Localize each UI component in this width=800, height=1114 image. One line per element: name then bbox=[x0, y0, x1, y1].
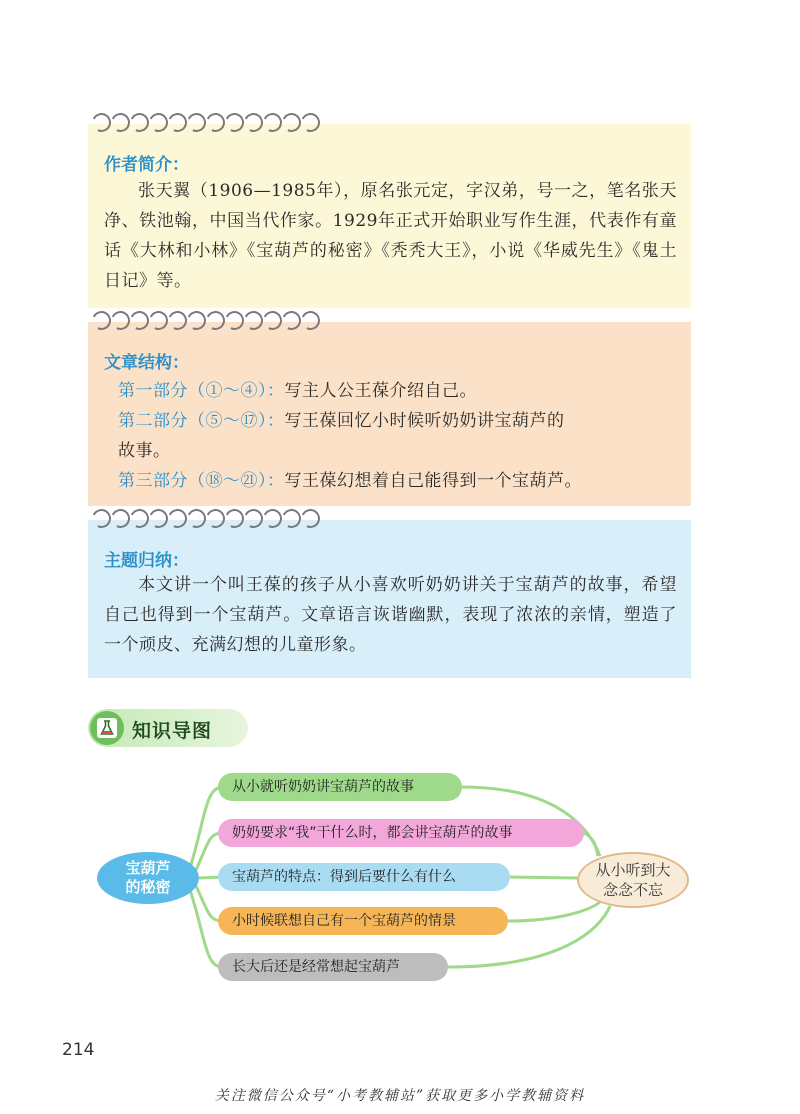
spiral-binding bbox=[92, 311, 320, 333]
mind-map-center-node: 宝葫芦 的秘密 bbox=[97, 852, 199, 904]
author-intro-card bbox=[88, 124, 691, 308]
structure-part-3: 第三部分（⑱～㉑）：写王葆幻想着自己能得到一个宝葫芦。 bbox=[118, 471, 582, 491]
flask-icon bbox=[90, 711, 124, 745]
theme-summary-title: 主题归纳： bbox=[104, 551, 189, 571]
mind-map-branch: 宝葫芦的特点：得到后要什么有什么 bbox=[218, 863, 510, 891]
article-structure-card bbox=[88, 322, 691, 506]
structure-part-2-continuation: 故事。 bbox=[118, 441, 171, 461]
mind-map-branch: 奶奶要求“我”干什么时，都会讲宝葫芦的故事 bbox=[218, 819, 584, 847]
part-text: 写王葆幻想着自己能得到一个宝葫芦。 bbox=[284, 471, 582, 491]
structure-part-1: 第一部分（①～④）：写主人公王葆介绍自己。 bbox=[118, 381, 477, 401]
mind-map-branch: 从小就听奶奶讲宝葫芦的故事 bbox=[218, 773, 462, 801]
mind-map-branch: 长大后还是经常想起宝葫芦 bbox=[218, 953, 448, 981]
footer-watermark-text: 关注微信公众号“小考教辅站”获取更多小学教辅资料 bbox=[214, 1088, 586, 1104]
knowledge-map-title: 知识导图 bbox=[132, 720, 213, 742]
part-text: 写王葆回忆小时候听奶奶讲宝葫芦的 bbox=[284, 411, 565, 431]
page-number: 214 bbox=[62, 1040, 95, 1060]
part-text: 写主人公王葆介绍自己。 bbox=[284, 381, 477, 401]
spiral-binding bbox=[92, 509, 320, 531]
mind-map-branch: 小时候联想自己有一个宝葫芦的情景 bbox=[218, 907, 508, 935]
part-label: 第一部分（①～④） bbox=[118, 381, 267, 401]
knowledge-map-badge bbox=[88, 709, 248, 747]
structure-part-2: 第二部分（⑤～⑰）：写王葆回忆小时候听奶奶讲宝葫芦的 bbox=[118, 411, 565, 431]
author-intro-text: 张天翼（1906—1985年），原名张元定，字汉弟，号一之，笔名张天净、铁池翰，中国当代作家。1929年正式开始职业写作生涯，代表作有童话《大林和小林》《宝葫芦的秘密》《秃秃大王》，小说《华威先生》《鬼土日记》等。 bbox=[104, 181, 677, 291]
theme-summary-text: 本文讲一个叫王葆的孩子从小喜欢听奶奶讲关于宝葫芦的故事，希望自己也得到一个宝葫芦。文章语言诙谐幽默，表现了浓浓的亲情，塑造了一个顽皮、充满幻想的儿童形象。 bbox=[104, 575, 677, 655]
part-label: 第二部分（⑤～⑰） bbox=[118, 411, 267, 431]
author-intro-title: 作者简介： bbox=[104, 155, 189, 175]
theme-summary-card bbox=[88, 520, 691, 678]
part-label: 第三部分（⑱～㉑） bbox=[118, 471, 267, 491]
article-structure-title: 文章结构： bbox=[104, 353, 189, 373]
mind-map-conclusion-node: 从小听到大 念念不忘 bbox=[577, 852, 689, 908]
spiral-binding bbox=[92, 113, 320, 135]
mind-map bbox=[0, 760, 800, 1000]
